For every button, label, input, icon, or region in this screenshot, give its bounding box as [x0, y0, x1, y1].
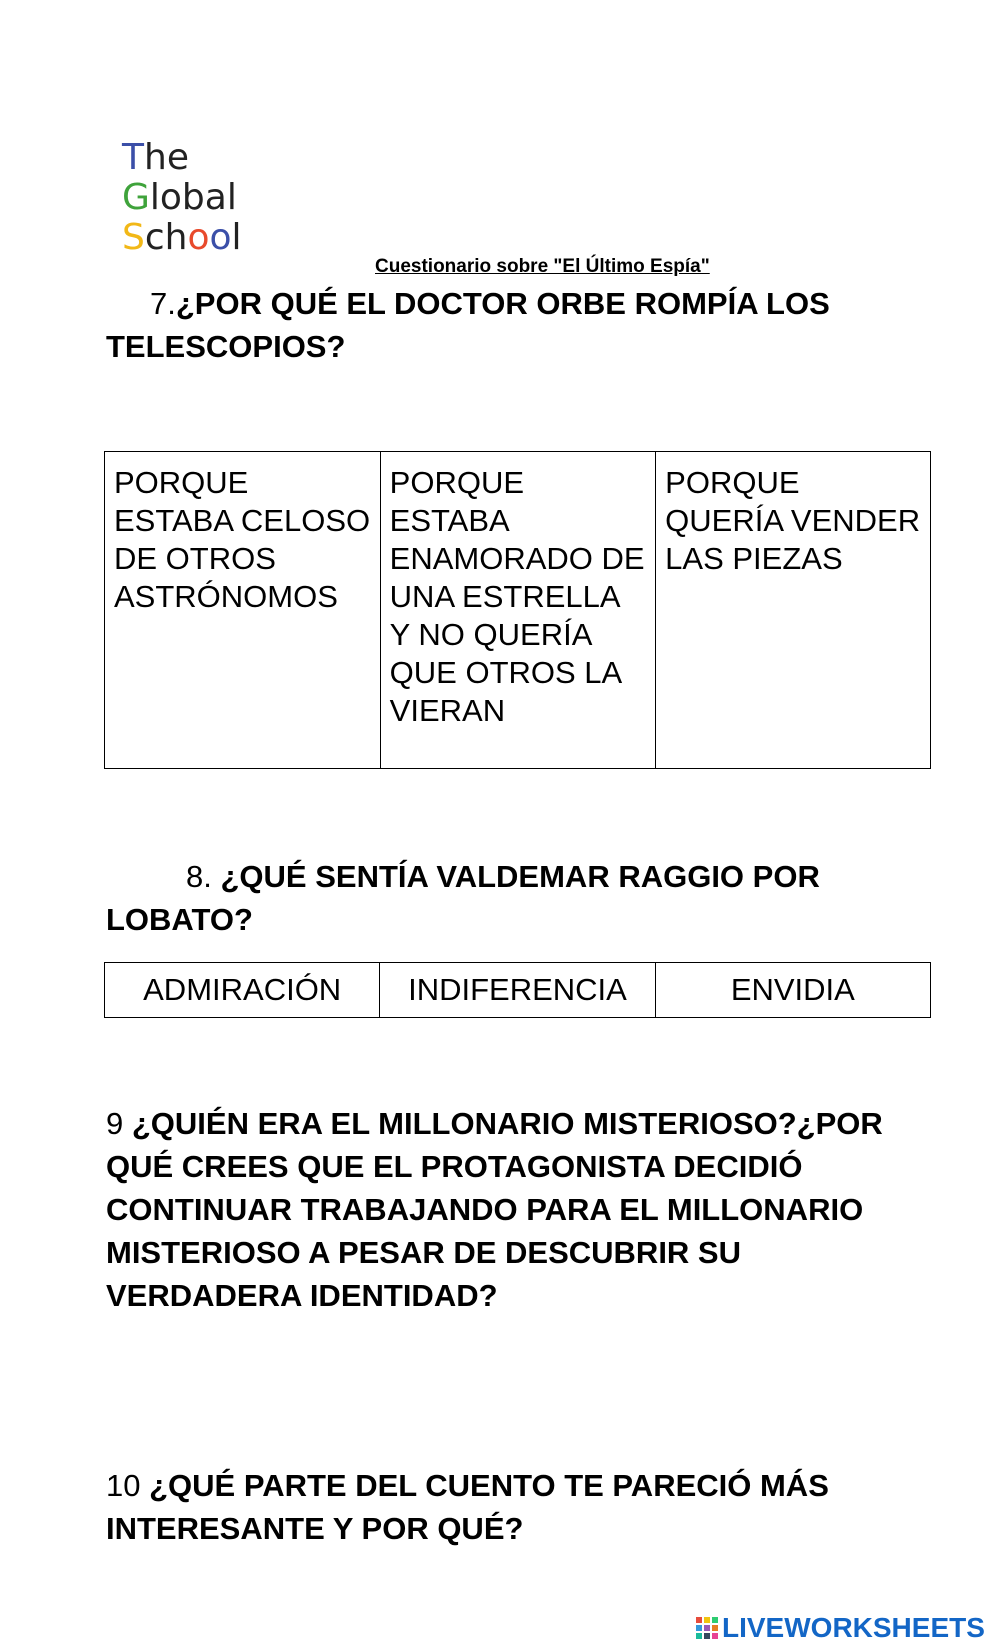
- logo-line-1-rest: he: [144, 137, 189, 178]
- question-8-number: 8.: [186, 859, 212, 894]
- q8-option-2[interactable]: INDIFERENCIA: [380, 963, 655, 1018]
- q7-option-2[interactable]: PORQUE ESTABA ENAMORADO DE UNA ESTRELLA Y NO QUERÍA QUE OTROS LA VIERAN: [380, 452, 655, 769]
- question-8-text: ¿QUÉ SENTÍA VALDEMAR RAGGIO POR LOBATO?: [106, 859, 820, 937]
- logo-line-3: School: [122, 217, 242, 258]
- question-10-text: ¿QUÉ PARTE DEL CUENTO TE PARECIÓ MÁS INTERESANTE Y POR QUÉ?: [106, 1468, 829, 1546]
- question-7: [106, 282, 936, 368]
- question-9-number: 9: [106, 1106, 124, 1141]
- logo-line-1: The: [122, 137, 189, 178]
- liveworksheets-logo-icon: [695, 1616, 719, 1640]
- question-9: [106, 1102, 936, 1317]
- question-7-options: [104, 451, 931, 769]
- question-10: [106, 1464, 936, 1550]
- q7-option-3[interactable]: PORQUE QUERÍA VENDER LAS PIEZAS: [656, 452, 931, 769]
- question-7-number: 7.: [150, 286, 176, 321]
- question-9-text: ¿QUIÉN ERA EL MILLONARIO MISTERIOSO?¿POR QUÉ CREES QUE EL PROTAGONISTA DECIDIÓ CONTINUAR TRABAJANDO PARA EL MILLONARIO MISTERIOSO A PESAR DE DESCUBRIR SU VERDADERA IDENTIDAD?: [106, 1106, 883, 1313]
- question-10-number: 10: [106, 1468, 141, 1503]
- school-logo: [122, 138, 242, 258]
- q8-option-1[interactable]: ADMIRACIÓN: [105, 963, 380, 1018]
- logo-line-2: Global: [122, 177, 237, 218]
- question-8: [106, 855, 936, 941]
- brand-text: LIVEWORKSHEETS: [722, 1612, 985, 1643]
- q7-option-1[interactable]: PORQUE ESTABA CELOSO DE OTROS ASTRÓNOMOS: [105, 452, 381, 769]
- question-8-options: [104, 962, 931, 1018]
- worksheet-title: Cuestionario sobre "El Último Espía": [375, 256, 710, 277]
- liveworksheets-brand: [695, 1612, 985, 1644]
- question-7-text: ¿POR QUÉ EL DOCTOR ORBE ROMPÍA LOS TELESCOPIOS?: [106, 286, 830, 364]
- q8-option-3[interactable]: ENVIDIA: [655, 963, 930, 1018]
